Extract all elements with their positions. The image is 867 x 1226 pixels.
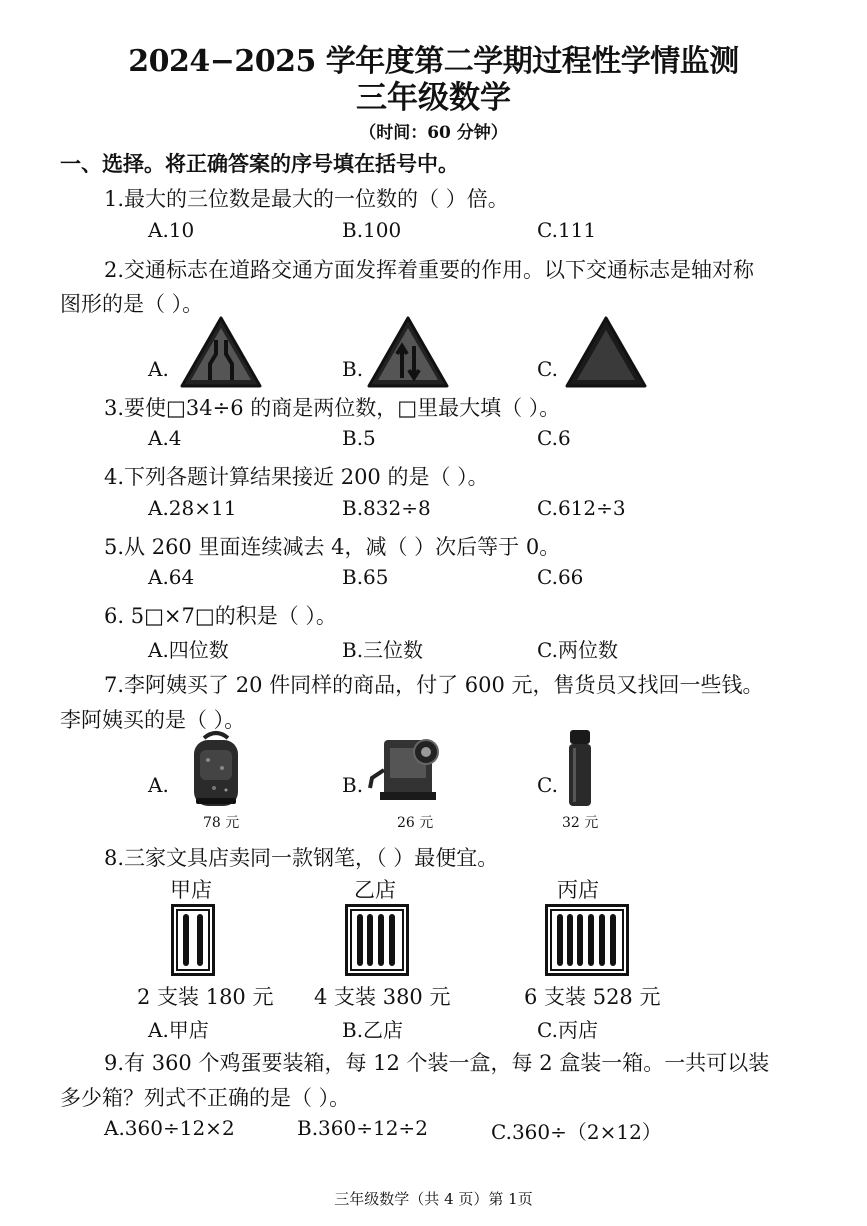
- question-4-stem: 4.下列各题计算结果接近 200 的是（ ）。: [104, 465, 489, 489]
- q7-price-b: 26 元: [397, 815, 434, 831]
- road-narrows-sign-icon: [180, 316, 262, 388]
- pencil-sharpener-icon: [368, 730, 444, 802]
- q1-option-c: C.111: [537, 218, 597, 242]
- q9-option-c: C.360÷（2×12）: [491, 1120, 662, 1144]
- shop-jia-label: 甲店: [170, 878, 212, 902]
- q4-option-c: C.612÷3: [537, 496, 626, 520]
- shop-bing-label: 丙店: [557, 878, 599, 902]
- question-2-stem: 2.交通标志在道路交通方面发挥着重要的作用。以下交通标志是轴对称: [104, 258, 755, 282]
- q6-option-c: C.两位数: [537, 638, 618, 662]
- blank-warning-sign-icon: [565, 316, 647, 388]
- q6-option-b: B.三位数: [342, 638, 424, 662]
- time-limit: （时间：60 分钟）: [359, 123, 508, 143]
- q7-price-c: 32 元: [562, 815, 599, 831]
- shop-yi-label: 乙店: [354, 878, 396, 902]
- page-footer: 三年级数学（共 4 页）第 1页: [334, 1190, 533, 1208]
- q3-option-a: A.4: [148, 426, 182, 450]
- question-3-stem: 3.要使□34÷6 的商是两位数，□里最大填（ ）。: [104, 396, 561, 420]
- question-7-stem: 7.李阿姨买了 20 件同样的商品，付了 600 元，售货员又找回一些钱。: [104, 673, 764, 697]
- q9-option-b: B.360÷12÷2: [297, 1116, 428, 1140]
- q7-option-c: C.: [537, 773, 558, 797]
- question-9-stem-cont: 多少箱？列式不正确的是（ ）。: [60, 1086, 351, 1110]
- q9-option-a: A.360÷12×2: [104, 1116, 235, 1140]
- q3-option-b: B.5: [342, 426, 376, 450]
- q7-option-a: A.: [148, 773, 169, 797]
- pen-box-6-icon: [545, 904, 629, 976]
- q5-option-a: A.64: [148, 565, 195, 589]
- question-6-stem: 6. 5□×7□的积是（ ）。: [104, 604, 337, 628]
- q4-option-a: A.28×11: [148, 496, 237, 520]
- q5-option-b: B.65: [342, 565, 389, 589]
- question-9-stem: 9.有 360 个鸡蛋要装箱，每 12 个装一盒，每 2 盒装一箱。一共可以装: [104, 1051, 770, 1075]
- shop-bing-deal: 6 支装 528 元: [524, 985, 661, 1009]
- q4-option-b: B.832÷8: [342, 496, 431, 520]
- q2-option-b: B.: [342, 357, 364, 381]
- q1-option-b: B.100: [342, 218, 402, 242]
- q8-option-c: C.丙店: [537, 1018, 598, 1042]
- q8-option-b: B.乙店: [342, 1018, 404, 1042]
- pen-box-2-icon: [171, 904, 215, 976]
- shop-yi-deal: 4 支装 380 元: [314, 985, 451, 1009]
- q5-option-c: C.66: [537, 565, 584, 589]
- subject-title: 三年级数学: [356, 80, 511, 116]
- backpack-icon: [186, 728, 246, 810]
- q6-option-a: A.四位数: [148, 638, 229, 662]
- q7-price-a: 78 元: [203, 815, 240, 831]
- q2-option-a: A.: [148, 357, 169, 381]
- exam-title: 2024−2025 学年度第二学期过程性学情监测: [128, 44, 739, 79]
- question-5-stem: 5.从 260 里面连续减去 4，减（ ）次后等于 0。: [104, 535, 561, 559]
- pen-box-4-icon: [345, 904, 409, 976]
- section-heading: 一、选择。将正确答案的序号填在括号中。: [60, 151, 459, 176]
- question-2-stem-cont: 图形的是（ ）。: [60, 292, 204, 316]
- thermos-icon: [567, 730, 593, 808]
- two-way-traffic-sign-icon: [367, 316, 449, 388]
- q1-option-a: A.10: [148, 218, 195, 242]
- question-8-stem: 8.三家文具店卖同一款钢笔，（ ）最便宜。: [104, 846, 499, 870]
- question-7-stem-cont: 李阿姨买的是（ ）。: [60, 708, 246, 732]
- q7-option-b: B.: [342, 773, 364, 797]
- shop-jia-deal: 2 支装 180 元: [137, 985, 274, 1009]
- q2-option-c: C.: [537, 357, 558, 381]
- question-1-stem: 1.最大的三位数是最大的一位数的（ ）倍。: [104, 187, 509, 211]
- q3-option-c: C.6: [537, 426, 571, 450]
- q8-option-a: A.甲店: [148, 1018, 209, 1042]
